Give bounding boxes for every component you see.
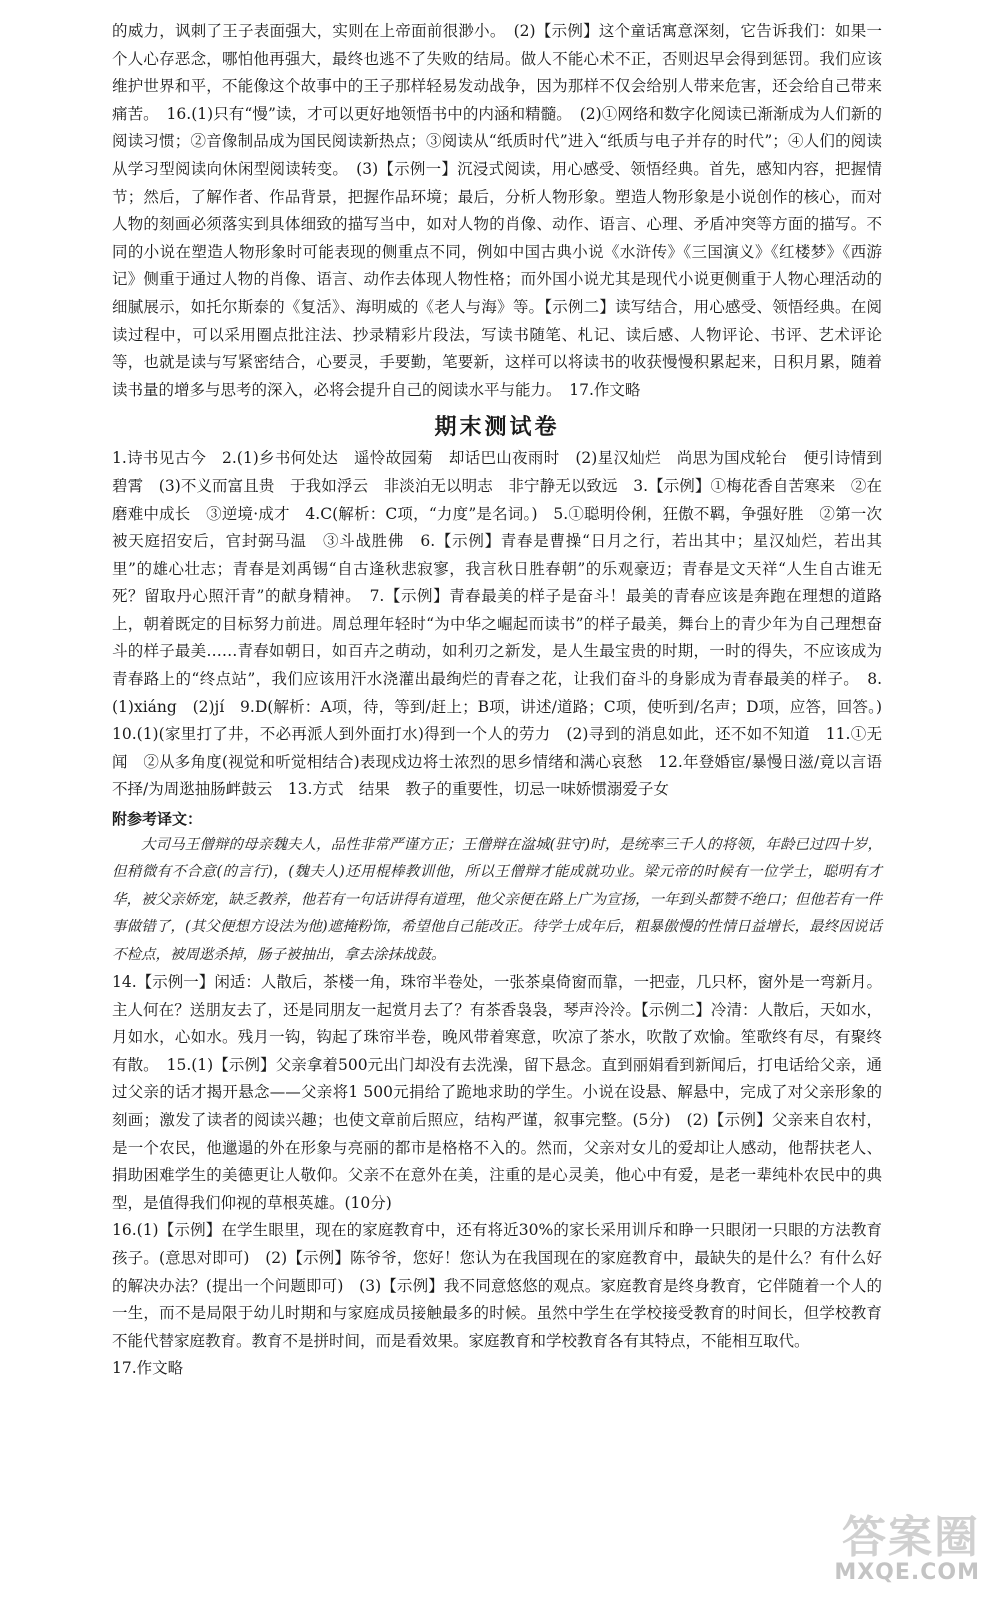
answer-block-17: 17.作文略	[112, 1359, 184, 1378]
answer-block-16: 16.(1)【示例】在学生眼里，现在的家庭教育中，还有将近30%的家长采用训斥和睁一只眼闭一只眼的方法教育孩子。(意思对即可) (2)【示例】陈爷爷，您好！您认为在我国现在的家庭教育中，最缺失的是什么？有什么好的解决办法？(提出一个问题即可) (3)【示例】我不同意悠悠的观点。家庭教育是终身教育，它伴随着一个人的一生，而不是局限于幼儿时期和与家庭成员接触最多的时候。虽然中学生在学校接受教育的时间长，但学校教育不能代替家庭教育。教育不是拼时间，而是看效果。家庭教育和学校教育各有其特点，不能相互取代。	[112, 1221, 882, 1350]
annex-heading: 附参考译文：	[112, 810, 203, 829]
answer-block-final-test: 1.诗书见古今 2.(1)乡书何处达 遥怜故园菊 却话巴山夜雨时 (2)星汉灿烂 尚思为国戍轮台 便引诗情到碧霄 (3)不义而富且贵 于我如浮云 非淡泊无以明志 非宁静无以致远 3.【示例】①梅花香自苦寒来 ②在磨难中成长 ③逆境·成才 4.C(解析：C项，“力度”是名词。) 5.①聪明伶俐，狂傲不羁，争强好胜 ②第一次被天庭招安后，官封弼马温 ③斗战胜佛 6.【示例】青春是曹操“日月之行，若出其中；星汉灿烂，若出其里”的雄心壮志；青春是刘禹锡“自古逢秋悲寂寥，我言秋日胜春朝”的乐观豪迈；青春是文天祥“人生自古谁无死？留取丹心照汗青”的献身精神。 7.【示例】青春最美的样子是奋斗！最美的青春应该是奔跑在理想的道路上，朝着既定的目标努力前进。周总理年轻时“为中华之崛起而读书”的样子最美，舞台上的青少年为自己理想奋斗的样子最美……青春如朝日，如百卉之萌动，如利刃之新发，是人生最宝贵的时期，一时的得失，不应该成为青春路上的“终点站”，我们应该用汗水浇灌出最绚烂的青春之花，让我们奋斗的身影成为青春最美的样子。 8.(1)xiáng (2)jí 9.D(解析：A项，待，等到/赶上；B项，讲述/道路；C项，使听到/名声；D项，应答，回答。) 10.(1)(家里打了井，不必再派人到外面打水)得到一个人的劳力 (2)寻到的消息如此，还不如不知道 11.①无闻 ②从多角度(视觉和听觉相结合)表现戍边将士浓烈的思乡情绪和满心哀愁 12.年登婚宦/暴慢日滋/竟以言语不择/为周逖抽肠衅鼓云 13.方式 结果 教子的重要性，切忌一味娇惯溺爱子女	[112, 449, 898, 799]
reference-translation: 大司马王僧辩的母亲魏夫人，品性非常严谨方正；王僧辩在湓城(驻守)时，是统率三千人的将领，年龄已过四十岁，但稍微有不合意(的言行)，(魏夫人)还用棍棒教训他，所以王僧辩才能成就功业。梁元帝的时候有一位学士，聪明有才华，被父亲娇宠，缺乏教养，他若有一句话讲得有道理，他父亲便在路上广为宣扬，一年到头都赞不绝口；但他若有一件事做错了，(其父便想方设法为他)遮掩粉饰，希望他自己能改正。待学士成年后，粗暴傲慢的性情日益增长，最终因说话不检点，被周逖杀掉，肠子被抽出，拿去涂抹战鼓。	[112, 837, 882, 963]
watermark-url: MXQE.COM	[834, 1560, 980, 1585]
watermark-logo: 答案圈	[842, 1512, 980, 1563]
answer-page	[112, 18, 898, 1383]
answer-block-previous-test: 的威力，讽刺了王子表面强大，实则在上帝面前很渺小。 (2)【示例】这个童话寓意深刻，它告诉我们：如果一个人心存恶念，哪怕他再强大，最终也逃不了失败的结局。做人不能心术不正，否则迟早会得到惩罚。我们应该维护世界和平，不能像这个故事中的王子那样轻易发动战争，因为那样不仅会给别人带来危害，还会给自己带来痛苦。 16.(1)只有“慢”读，才可以更好地领悟书中的内涵和精髓。 (2)①网络和数字化阅读已渐渐成为人们新的阅读习惯；②音像制品成为国民阅读新热点；③阅读从“纸质时代”进入“纸质与电子并存的时代”；④人们的阅读从学习型阅读向休闲型阅读转变。 (3)【示例一】沉浸式阅读，用心感受、领悟经典。首先，感知内容，把握情节；然后，了解作者、作品背景，把握作品环境；最后，分析人物形象。塑造人物形象是小说创作的核心，而对人物的刻画必须落实到具体细致的描写当中，如对人物的肖像、动作、语言、心理、矛盾冲突等方面的描写。不同的小说在塑造人物形象时可能表现的侧重点不同，例如中国古典小说《水浒传》《三国演义》《红楼梦》《西游记》侧重于通过人物的肖像、语言、动作去体现人物性格；而外国小说尤其是现代小说更侧重于人物心理活动的细腻展示，如托尔斯泰的《复活》、海明威的《老人与海》等。【示例二】读写结合，用心感受、领悟经典。在阅读过程中，可以采用圈点批注法、抄录精彩片段法，写读书随笔、札记、读后感、人物评论、书评、艺术评论等，也就是读与写紧密结合，心要灵，手要勤，笔要新，这样可以将读书的收获慢慢积累起来，日积月累，随着读书量的增多与思考的深入，必将会提升自己的阅读水平与能力。 17.作文略	[112, 22, 882, 399]
section-title: 期末测试卷	[434, 415, 560, 441]
answer-block-14-15: 14.【示例一】闲适：人散后，茶楼一角，珠帘半卷处，一张茶桌倚窗而靠，一把壶，几只杯，窗外是一弯新月。主人何在？送朋友去了，还是同朋友一起赏月去了？有茶香袅袅，琴声泠泠。【示例二】冷清：人散后，天如水，月如水，心如水。残月一钩，钩起了珠帘半卷，晚风带着寒意，吹凉了茶水，吹散了欢愉。笙歌终有尽，有聚终有散。 15.(1)【示例】父亲拿着500元出门却没有去洗澡，留下悬念。直到丽娟看到新闻后，打电话给父亲，通过父亲的话才揭开悬念——父亲将1 500元捐给了跪地求助的学生。小说在设悬、解悬中，完成了对父亲形象的刻画；激发了读者的阅读兴趣；也使文章前后照应，结构严谨，叙事完整。(5分) (2)【示例】父亲来自农村，是一个农民，他邋遢的外在形象与亮丽的都市是格格不入的。然而，父亲对女儿的爱却让人感动，他帮扶老人、捐助困难学生的美德更让人敬仰。父亲不在意外在美，注重的是心灵美，他心中有爱，是老一辈纯朴农民中的典型，是值得我们仰视的草根英雄。(10分)	[112, 973, 882, 1212]
site-watermark	[812, 1512, 980, 1586]
